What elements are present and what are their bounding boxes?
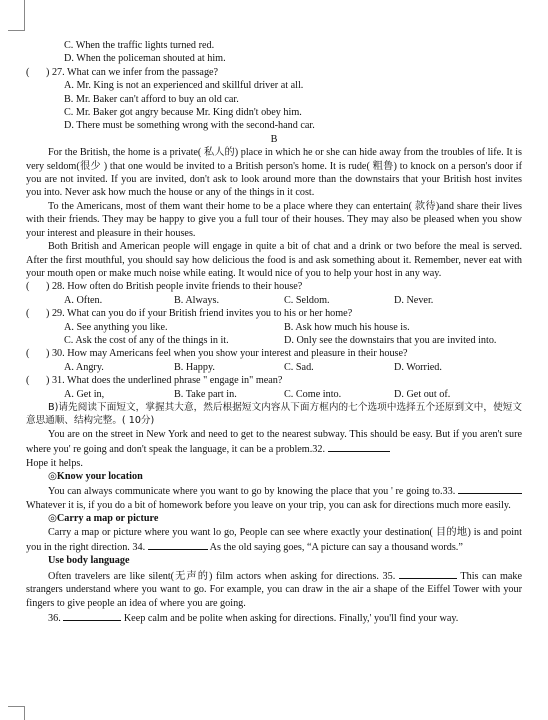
blank-33[interactable]: [458, 483, 522, 494]
q30-options: [26, 361, 522, 374]
blank-32[interactable]: [328, 441, 390, 452]
q29-options-row-1: [26, 321, 522, 334]
answer-paren: (: [26, 348, 30, 360]
paragraph-location: [26, 483, 522, 512]
question-stem: ) 28. How often do British people invite friends to their house?: [46, 281, 303, 293]
heading-carry-map: ◎Carry a map or picture: [48, 513, 159, 525]
passage-b-paragraph-1: For the British, the home is a private( 私人的) place in which he or she can hide away from the troubles of life. It is very seldom(很少 ) that one would be invited to a British person's home. It is rude( 粗鲁) to knock on a person's door if you are not invited. If you are invited, don't ask to look around more than the downstairs that your British host invites you into. Never ask how much the house or any of the things in it cost.: [26, 147, 522, 199]
heading-know-your-location: ◎Know your location: [48, 471, 143, 482]
paragraph-text: Carry a map or picture where you want lo go, People can see where exactly your destination( 目的地) is and point you in the right direction. 34.: [26, 526, 522, 554]
question-30: [26, 347, 522, 360]
passage-b-paragraph-3: Both British and American people will engage in quite a bit of chat and a drink or two before the meal is served. After the first mouthful, you should say how delicious the food is and ask something about it. Remember, never eat with your mouth open or make much noise while eating. It would nice of you to help your host in any way.: [26, 241, 522, 279]
q27-option-d: D. There must be something wrong with the second-hand car.: [64, 120, 315, 132]
worksheet-page: [26, 39, 522, 625]
paragraph-text: Often travelers are like silent(无声的) film actors when asking for directions. 35.: [48, 570, 396, 582]
answer-paren: (: [26, 281, 30, 293]
option-d: D. Never.: [394, 294, 434, 306]
paragraph-text: Whatever it is, if you do a bit of homework before you leave on your trip, you can ask for directions much more easily.: [26, 499, 511, 511]
paragraph-text: As the old saying goes, “A picture can say a thousand words.”: [209, 542, 463, 554]
paragraph-body-language: [26, 568, 522, 610]
option-b: B. Always.: [174, 294, 219, 306]
paragraph-text: Keep calm and be polite when asking for directions. Finally,' you'll find your way.: [123, 613, 459, 625]
section-b-heading: B: [270, 133, 278, 145]
option-c: C. Seldom.: [284, 294, 330, 306]
option-c: C. Ask the cost of any of the things in it.: [64, 334, 229, 346]
q27-option-a: A. Mr. King is not an experienced and skillful driver at all.: [64, 80, 304, 92]
option-c: C. Sad.: [284, 361, 314, 373]
passage-c-intro: [26, 428, 522, 470]
paragraph-text: You can always communicate where you want to go by knowing the place that you ' re going to.33.: [48, 486, 456, 498]
blank-35[interactable]: [399, 568, 457, 579]
task-instruction: B)请先阅读下面短文，掌握其大意，然后根据短文内容从下面方框内的七个选项中选择五个还原到文中，使短文意思通顺、结构完整。( 10分): [26, 401, 522, 427]
option-d: D. Worried.: [394, 361, 442, 373]
blank-34[interactable]: [148, 539, 208, 550]
option-a: A. See anything you like.: [64, 321, 168, 333]
q29-options-row-2: [26, 334, 522, 347]
blank-36[interactable]: [63, 610, 121, 621]
q27-option-b: B. Mr. Baker can't afford to buy an old car.: [64, 93, 239, 105]
question-28: [26, 280, 522, 293]
answer-paren: (: [26, 308, 30, 320]
q26-option-c: C. When the traffic lights turned red.: [64, 40, 215, 51]
corner-crop-mark-bottom: [8, 706, 25, 720]
paragraph-text: 36.: [48, 613, 61, 625]
answer-paren: (: [26, 375, 30, 387]
answer-paren: (: [26, 66, 30, 78]
option-d: D. Only see the downstairs that you are invited into.: [284, 334, 497, 346]
intro-closing: Hope it helps.: [26, 457, 83, 469]
q26-option-d: D. When the policeman shouted at him.: [64, 53, 226, 65]
option-b: B. Happy.: [174, 361, 215, 373]
question-stem: ) 29. What can you do if your British friend invites you to his or her home?: [46, 308, 353, 320]
option-d: D. Get out of.: [394, 388, 451, 400]
question-31: [26, 374, 522, 387]
option-c: C. Come into.: [284, 388, 342, 400]
question-stem: ) 27. What can we infer from the passage?: [46, 66, 219, 78]
question-stem: ) 30. How may Americans feel when you show your interest and pleasure in their house?: [46, 348, 408, 360]
heading-body-language: Use body language: [48, 555, 130, 567]
intro-text: You are on the street in New York and need to get to the nearest subway. This should be easy. But if you aren't sure where you' re going and don't speak the language, it can be a problem.32.: [26, 428, 522, 456]
q27-option-c: C. Mr. Baker got angry because Mr. King didn't obey him.: [64, 107, 302, 119]
option-b: B. Ask how much his house is.: [284, 321, 410, 333]
option-a: A. Angry.: [64, 361, 104, 373]
q31-options: [26, 388, 522, 401]
paragraph-closing: [26, 610, 522, 625]
option-a: A. Get in,: [64, 388, 105, 400]
question-stem: ) 31. What does the underlined phrase " engage in" mean?: [46, 375, 283, 387]
question-27: [26, 66, 522, 79]
option-b: B. Take part in.: [174, 388, 237, 400]
q28-options: [26, 294, 522, 307]
paragraph-text: This can make strangers understand where you want to go. For example, you can draw in the air a shape of the Eiffel Tower with your fingers to give people an idea of where you are going.: [26, 570, 523, 609]
option-a: A. Often.: [64, 294, 103, 306]
passage-b-paragraph-2: To the Americans, most of them want their home to be a place where they can entertain( 款待)and share their lives with their friends. They may be happy to give you a full tour of their houses. They may also be pleased when you show your interest and pleasure in their houses.: [26, 200, 522, 239]
corner-crop-mark-top: [8, 0, 25, 31]
question-29: [26, 307, 522, 320]
paragraph-map: [26, 526, 522, 555]
